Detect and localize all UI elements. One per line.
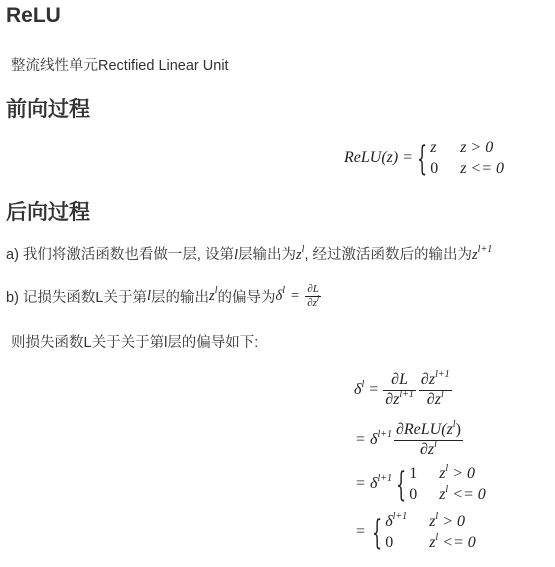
row4-case2-value: 0 — [385, 533, 394, 551]
row3-cases — [409, 464, 486, 503]
subtitle: 整流线性单元Rectified Linear Unit — [11, 58, 229, 74]
line-b-layer-l: l — [147, 287, 152, 304]
backward-line-c: 则损失函数L关于关于第l层的偏导如下: — [11, 335, 259, 351]
row4-equals: = — [356, 523, 366, 540]
forward-case2-condition: z <= 0 — [460, 159, 505, 177]
row4-case1-value: $\delta^{l+1}$ — [385, 511, 408, 531]
forward-equation — [344, 136, 504, 180]
forward-lhs: ReLU(z) = — [344, 149, 414, 166]
derivation-row-2 — [356, 416, 463, 464]
row3-case1-condition: $z^l > 0$ — [439, 463, 475, 483]
row4-case2-condition: $z^l <= 0$ — [429, 531, 476, 551]
row1-equals: = — [369, 381, 379, 398]
derivation-row-3 — [356, 462, 486, 506]
derivation-row-4 — [356, 508, 476, 556]
row3-case1-value: 1 — [409, 465, 418, 483]
forward-brace: { — [417, 138, 428, 178]
line-b-text-2: 层的输出 — [151, 289, 210, 306]
forward-case2-value: 0 — [430, 159, 439, 177]
row1-fraction-1: $\frac{\partial L}{\partial z^{l+1}}$ — [385, 371, 414, 408]
line-b-text-3: 的偏导为 — [217, 289, 276, 306]
backward-heading: 后向过程 — [6, 201, 90, 224]
line-b-fraction: $\frac{\partial L}{\partial z^l}$ — [307, 283, 320, 309]
line-a-z: $z^l$ — [296, 244, 305, 263]
row3-case2-condition: $z^l <= 0$ — [439, 483, 486, 503]
line-a-text-1: a) 我们将激活函数也看做一层, 设第 — [6, 247, 234, 263]
row3-case2-value: 0 — [409, 485, 418, 503]
row3-brace: { — [396, 464, 407, 504]
line-b-z: $z^l$ — [209, 284, 218, 304]
page-title: ReLU — [6, 4, 61, 27]
row2-fraction: $\frac{\partial ReLU(z^l)}{\partial z^l}$ — [396, 419, 461, 458]
line-a-text-3: , 经过激活函数后的输出为 — [304, 247, 473, 263]
line-a-z-next: $z^{l+1}$ — [472, 244, 493, 263]
backward-line-b — [6, 283, 321, 309]
line-b-text-1: b) 记损失函数L关于第 — [6, 289, 147, 306]
row4-brace: { — [372, 512, 383, 552]
line-a-layer-l: l — [233, 247, 239, 263]
derivation-row-1 — [354, 366, 452, 414]
forward-cases — [430, 138, 504, 177]
forward-case1-condition: z > 0 — [460, 139, 494, 157]
row2-delta: $\delta^{l+1}$ — [370, 429, 392, 448]
row1-fraction-2: $\frac{\partial z^{l+1}}{\partial z^l}$ — [420, 369, 450, 408]
row1-lhs: $\delta^l$ — [354, 379, 365, 398]
row4-cases — [385, 512, 476, 551]
backward-line-a — [6, 243, 492, 264]
row4-case1-condition: $z^l > 0$ — [429, 511, 465, 531]
row3-delta: $\delta^{l+1}$ — [370, 473, 392, 492]
line-b-equals: = — [291, 287, 300, 304]
row2-equals: = — [356, 431, 366, 448]
forward-heading: 前向过程 — [6, 98, 90, 121]
line-b-delta: $\delta^l$ — [275, 284, 285, 304]
forward-case1-value: z — [430, 139, 437, 157]
row3-equals: = — [356, 475, 366, 492]
line-a-text-2: 层输出为 — [238, 247, 297, 263]
